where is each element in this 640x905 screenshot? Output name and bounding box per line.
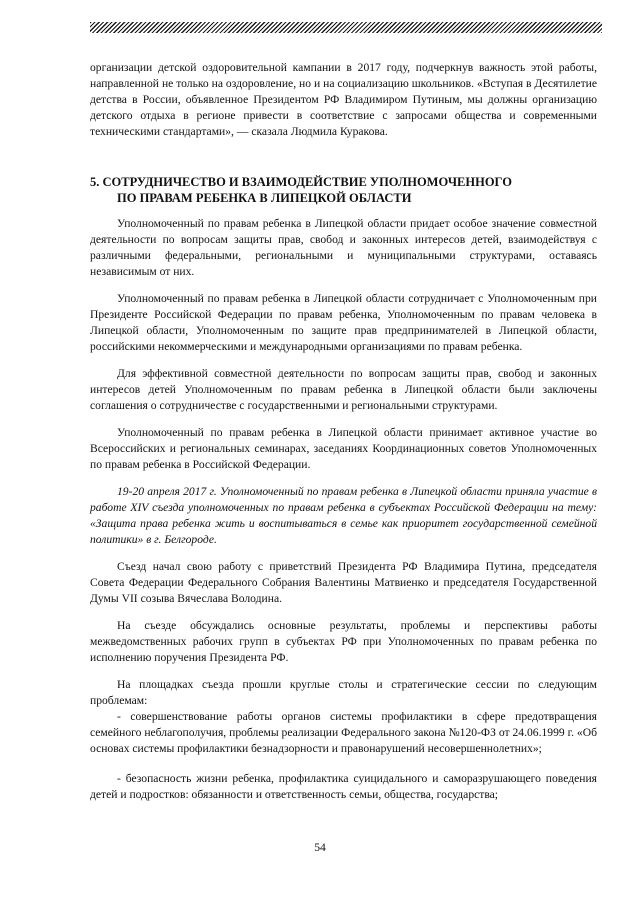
- section-heading-line1: 5. СОТРУДНИЧЕСТВО И ВЗАИМОДЕЙСТВИЕ УПОЛНОМОЧЕННОГО: [90, 175, 512, 189]
- body-paragraph: Уполномоченный по правам ребенка в Липецкой области придает особое значение совместной деятельности по вопросам защиты прав, свобод и законных интересов детей, взаимодействуя с различными федеральными, региональными и муниципальными структурами, оставаясь независимым от них.: [90, 217, 597, 278]
- section-heading: [90, 174, 597, 206]
- body-paragraph: Уполномоченный по правам ребенка в Липецкой области принимает активное участие во Всероссийских и региональных семинарах, заседаниях Координационных советов Уполномоченных по правам ребенка в Российской Федерации.: [90, 426, 597, 471]
- italic-paragraph: 19-20 апреля 2017 г. Уполномоченный по правам ребенка в Липецкой области приняла участие в работе XIV съезда уполномоченных по правам ребенка в субъектах Российской Федерации на тему: «Защита права ребенка жить и воспитываться в семье как приоритет государственной семейной политики» в г. Белгороде.: [90, 485, 597, 546]
- list-item: - безопасность жизни ребенка, профилактика суицидального и саморазрушающего поведения детей и подростков: обязанности и ответственность семьи, общества, государства;: [90, 772, 597, 801]
- list-item: - совершенствование работы органов системы профилактики в сфере предотвращения семейного неблагополучия, проблемы реализации Федерального закона №120-ФЗ от 24.06.1999 г. «Об основах системы профилактики безнадзорности и правонарушений несовершеннолетних»;: [90, 710, 597, 755]
- section-heading-line2: ПО ПРАВАМ РЕБЕНКА В ЛИПЕЦКОЙ ОБЛАСТИ: [117, 191, 412, 205]
- list-spacer: [90, 757, 597, 771]
- list-intro: На площадках съезда прошли круглые столы и стратегические сессии по следующим проблемам:: [90, 678, 597, 707]
- header-hatched-band: [90, 22, 602, 33]
- intro-paragraph: организации детской оздоровительной кампании в 2017 году, подчеркнув важность этой работы, направленной не только на оздоровление, но и на социализацию школьников. «Вступая в Десятилетие детства в России, объявленное Президентом РФ Владимиром Путиным, мы должны организацию детского отдыха в регионе привести в соответствие с запросами общества и современными техническими стандартами», — сказала Людмила Куракова.: [90, 61, 597, 138]
- page-content: [90, 60, 597, 803]
- body-paragraph: Уполномоченный по правам ребенка в Липецкой области сотрудничает с Уполномоченным при Президенте Российской Федерации по правам ребенка, Уполномоченным по правам человека в Липецкой области, Уполномоченным по защите прав предпринимателей в Липецкой области, российскими некоммерческими и международными организациями по правам ребенка.: [90, 292, 597, 353]
- body-paragraph: Съезд начал свою работу с приветствий Президента РФ Владимира Путина, председателя Совета Федерации Федерального Собрания Валентины Матвиенко и председателя Государственной Думы VII созыва Вячеслава Володина.: [90, 560, 597, 605]
- page-number: 54: [314, 841, 326, 854]
- body-paragraph: Для эффективной совместной деятельности по вопросам защиты прав, свобод и законных интересов детей Уполномоченным по правам ребенка в Липецкой области были заключены соглашения о сотрудничестве с государственными и региональными структурами.: [90, 367, 597, 412]
- body-paragraph: На съезде обсуждались основные результаты, проблемы и перспективы работы межведомственных рабочих групп в субъектах РФ при Уполномоченных по правам ребенка по исполнению поручения Президента РФ.: [90, 619, 597, 664]
